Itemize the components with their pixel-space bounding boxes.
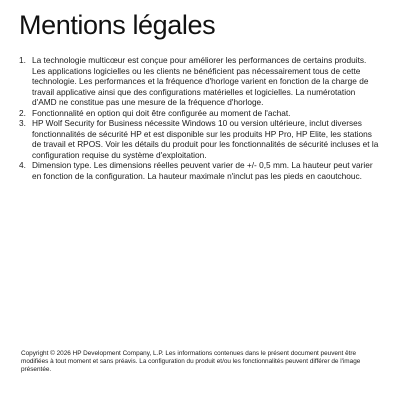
note-text: Dimension type. Les dimensions réelles peuvent varier de +/- 0,5 mm. La hauteur peut varier en fonction de la configuration. La hauteur maximale n'inclut pas les pieds en caoutchouc. — [32, 160, 373, 181]
note-number: 4. — [19, 160, 26, 170]
note-text: HP Wolf Security for Business nécessite Windows 10 ou version ultérieure, inclut diverses fonctionnalités de sécurité HP et est disponible sur les produits HP Pro, HP Elite, les stations de travail et RPOS. Voir les détails du produit pour les fonctionnalités de sécurité incluses et la configuration requise du système d'exploitation. — [32, 118, 379, 160]
note-text: Fonctionnalité en option qui doit être configurée au moment de l'achat. — [32, 107, 291, 118]
note-number: 2. — [19, 107, 26, 118]
legal-notes-list — [19, 55, 379, 181]
note-number: 1. — [19, 55, 26, 65]
page-title: Mentions légales — [19, 10, 216, 40]
legal-note-4 — [19, 160, 379, 181]
legal-note-1 — [19, 55, 379, 108]
note-number: 3. — [19, 118, 26, 128]
legal-note-2 — [19, 108, 379, 119]
note-text: La technologie multicœur est conçue pour améliorer les performances de certains produits. Les applications logicielles ou les clients ne bénéficient pas nécessairement tous de cette technologie. Les performances et la fréquence d'horloge varient en fonction de la charge de travail applicative ainsi que des configurations matérielles et logicielles. La numérotation d'AMD ne constitue pas une mesure de la fréquence d'horloge. — [32, 55, 369, 107]
legal-note-3 — [19, 118, 379, 160]
copyright-footer: Copyright © 2026 HP Development Company, L.P. Les informations contenues dans le présent document peuvent être modifiées à tout moment et sans préavis. La configuration du produit et/ou les fonctionnalités peuvent différer de l'image présentée. — [21, 350, 361, 374]
